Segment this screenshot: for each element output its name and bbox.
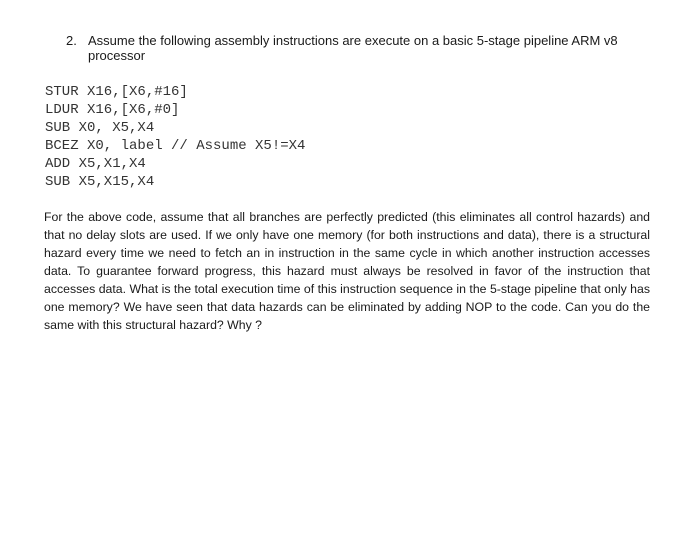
assembly-code-block — [45, 83, 305, 191]
code-line: SUB X5,X15,X4 — [45, 174, 155, 190]
question-prompt: Assume the following assembly instructions are execute on a basic 5-stage pipeline ARM v8 processor — [88, 33, 618, 63]
code-line: STUR X16,[X6,#16] — [45, 84, 188, 100]
code-line: LDUR X16,[X6,#0] — [45, 102, 180, 118]
question-header — [66, 33, 646, 63]
code-line: SUB X0, X5,X4 — [45, 120, 155, 136]
code-line: BCEZ X0, label // Assume X5!=X4 — [45, 138, 306, 154]
problem-description: For the above code, assume that all branches are perfectly predicted (this eliminates all control hazards) and that no delay slots are used. If we only have one memory (for both instructions and data), there is a structural hazard every time we need to fetch an in instruction in the same cycle in which another instruction accesses data. To guarantee forward progress, this hazard must always be resolved in favor of the instruction that accesses data. What is the total execution time of this instruction sequence in the 5-stage pipeline that only has one memory? We have seen that data hazards can be eliminated by adding NOP to the code. Can you do the same with this structural hazard? Why ? — [44, 210, 650, 332]
code-line: ADD X5,X1,X4 — [45, 156, 146, 172]
question-number: 2. — [66, 33, 77, 48]
